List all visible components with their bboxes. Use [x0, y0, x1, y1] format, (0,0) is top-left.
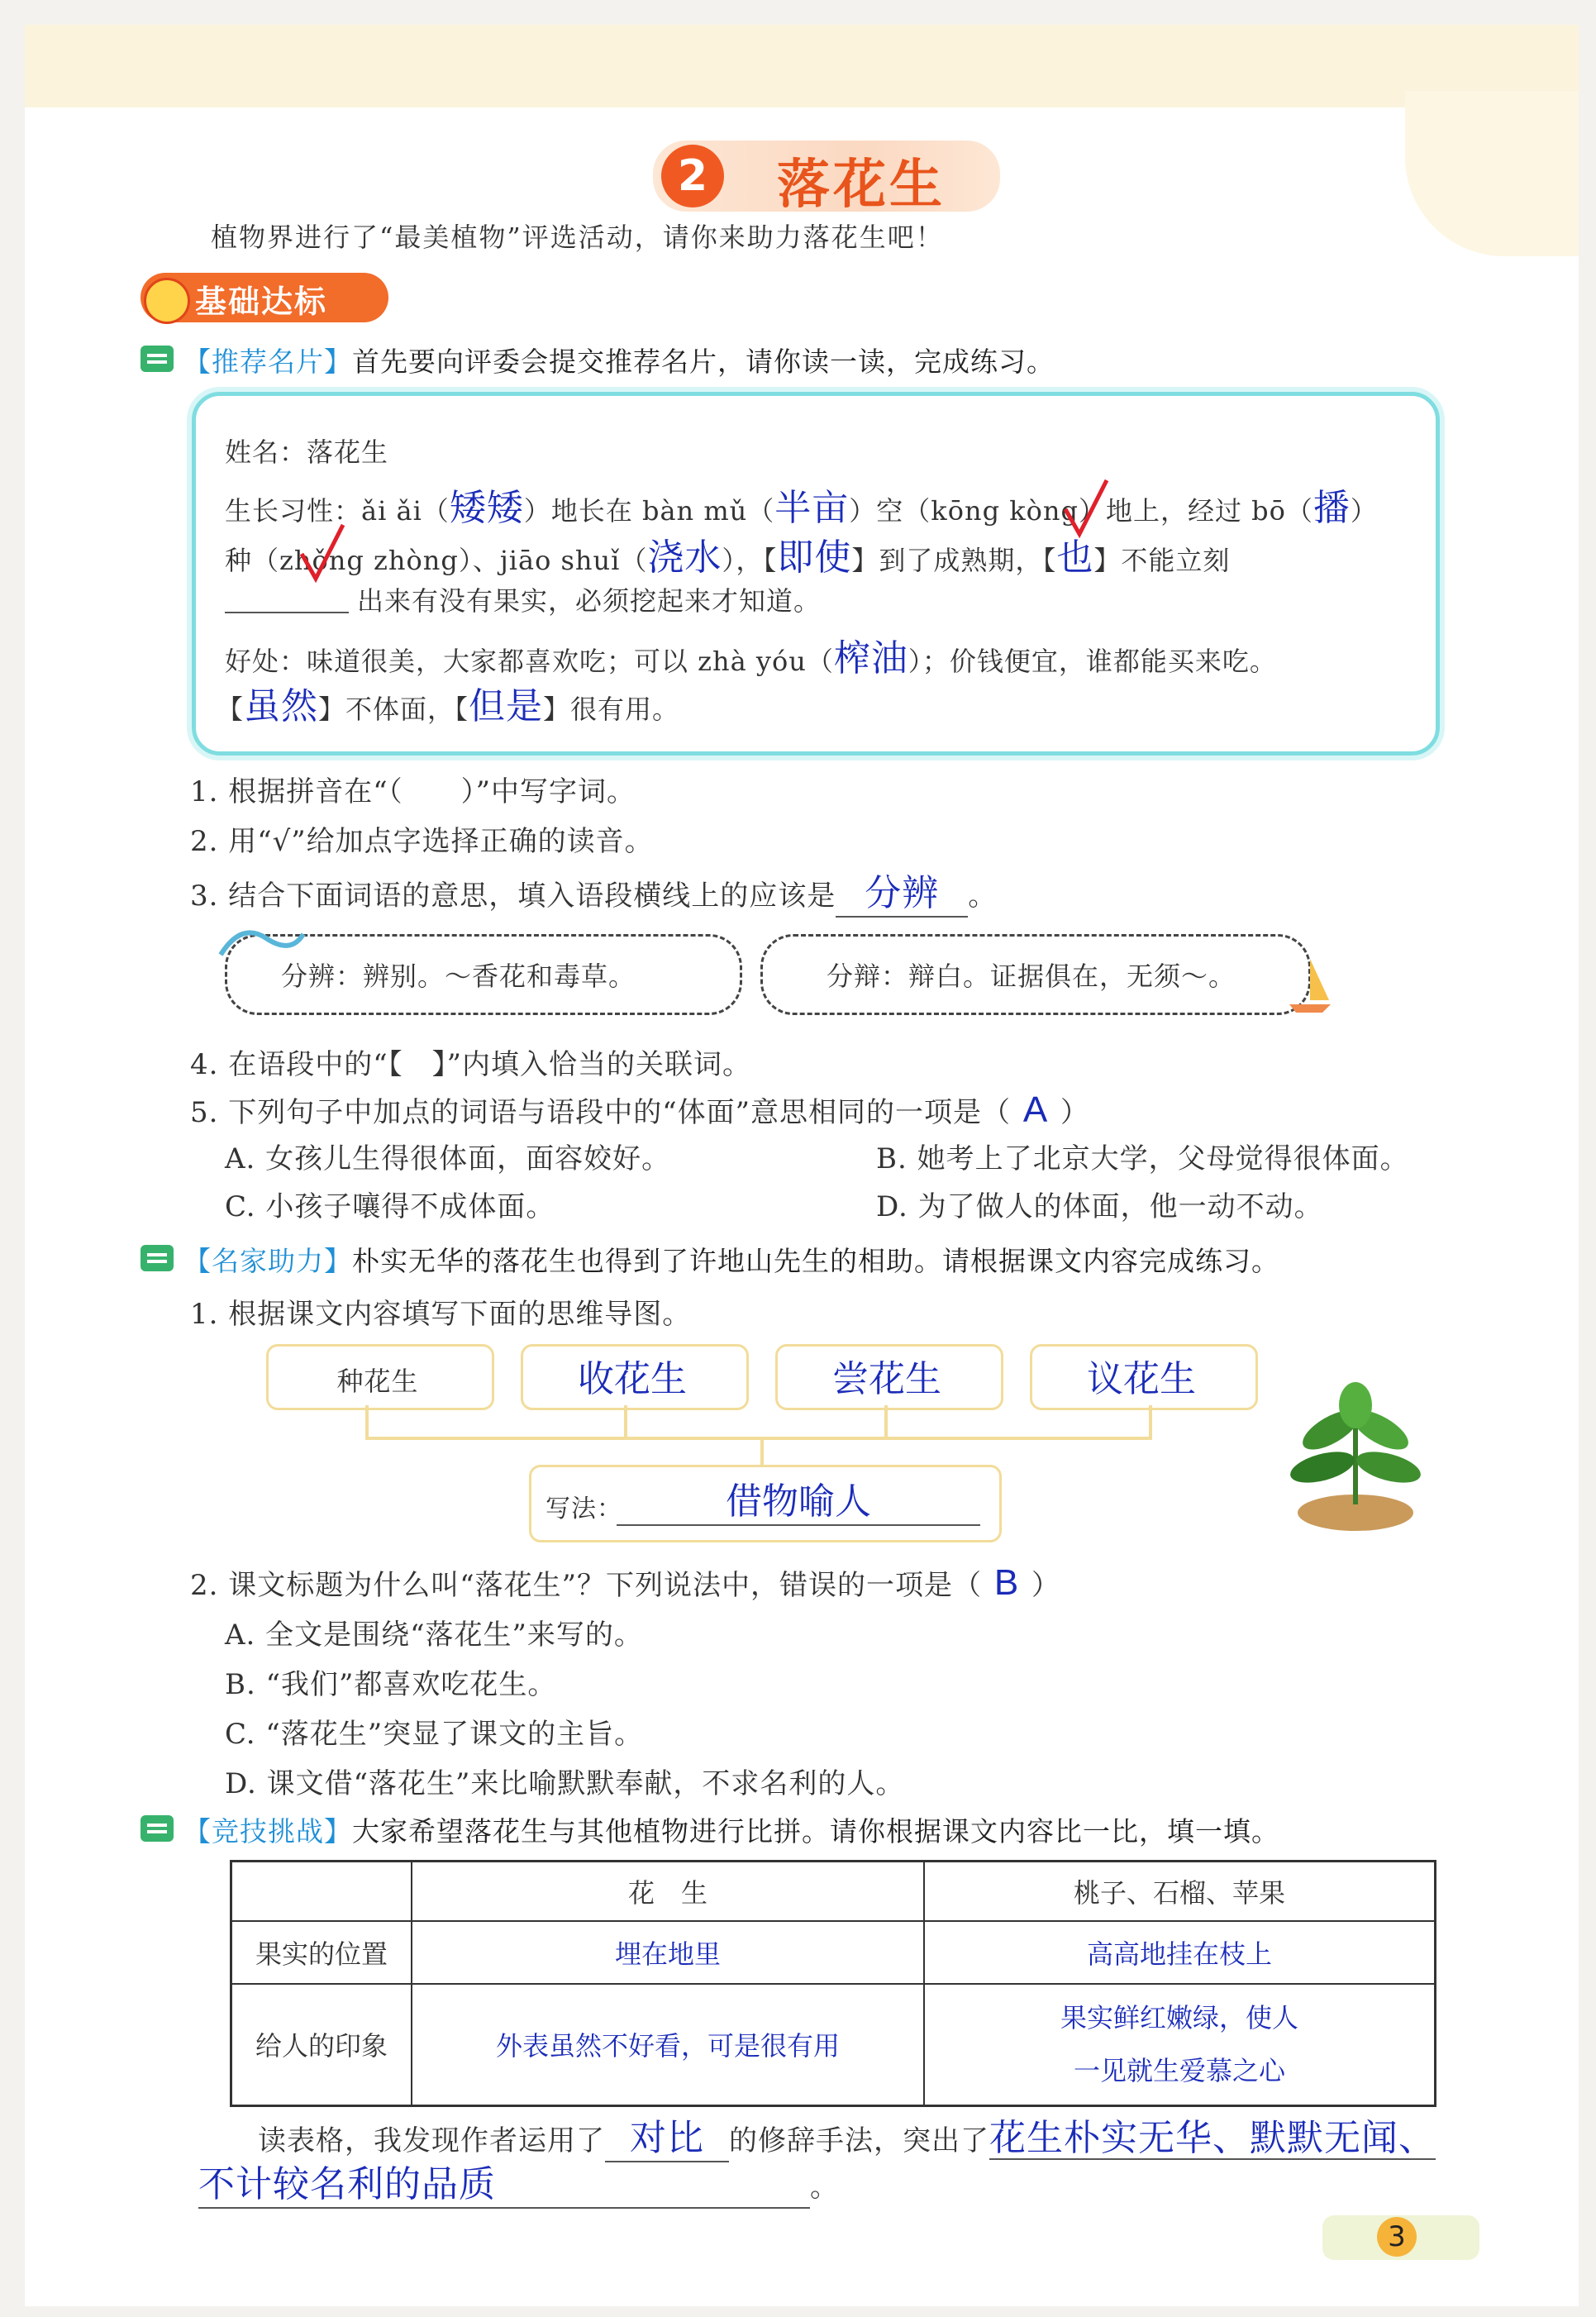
section-three-text: 大家希望落花生与其他植物进行比拼。请你根据课文内容比一比，填一填。: [352, 1815, 1279, 1847]
table-row-label-position: 果实的位置: [231, 1921, 412, 1984]
section-three-tag: 【竞技挑战】: [183, 1815, 352, 1847]
answer-zhayou: 榨油: [833, 638, 908, 679]
table-row: [231, 1921, 1436, 1984]
card-text: ）: [1350, 495, 1378, 527]
mindmap-connector: [1149, 1405, 1152, 1438]
reading-line-2: [198, 2154, 839, 2209]
table-row-label-impression: 给人的印象: [231, 1984, 412, 2106]
section-one-icon: [141, 346, 174, 372]
card-text: 【: [217, 694, 245, 725]
impression-line: 果实鲜红嫩绿，使人: [1060, 2003, 1298, 2033]
intro-text: 植物界进行了“最美植物”评选活动，请你来助力落花生吧！: [211, 222, 944, 253]
option-2b: B. “我们”都喜欢吃花生。: [225, 1668, 557, 1701]
mindmap-connector: [365, 1405, 369, 1438]
mindmap-node-3-label: 尝花生: [832, 1359, 941, 1399]
impression-line: 一见就生爱慕之心: [1073, 2056, 1285, 2086]
answer-aiai: 矮矮: [449, 488, 524, 528]
option-1d: D. 为了做人的体面，他一动不动。: [876, 1190, 1323, 1223]
card-line-habit: [225, 478, 1378, 531]
question-1-3: [190, 863, 997, 918]
card-blank-line: [225, 612, 349, 613]
question-text: 3. 结合下面词语的意思，填入语段横线上的应该是: [190, 880, 836, 913]
card-text: 】到了成熟期，【: [851, 545, 1057, 576]
section-three-icon: [141, 1815, 174, 1842]
option-1a: A. 女孩儿生得很体面，面容姣好。: [225, 1142, 671, 1175]
mindmap-node-1-label: 种花生: [336, 1366, 419, 1397]
mindmap-connector: [624, 1405, 627, 1438]
option-1b: B. 她考上了北京大学，父母觉得很体面。: [876, 1142, 1409, 1175]
mindmap-connector: [884, 1405, 888, 1438]
question-text: 的修辞手法，突出了: [729, 2124, 989, 2157]
table-cell-peanut-position: 埋在地里: [412, 1921, 924, 1984]
sailboat-icon: [1281, 951, 1339, 1017]
section-badge-label: 基础达标: [195, 284, 328, 320]
table-header-peanut: 花 生: [412, 1862, 924, 1921]
table-row: [231, 1984, 1436, 2106]
card-text: 生长习性：ǎi ǎi（: [225, 495, 450, 527]
question-text: 读表格，我发现作者运用了: [258, 2124, 605, 2157]
section-two-tag: 【名家助力】: [183, 1245, 352, 1277]
mindmap-node-2-label: 收花生: [578, 1359, 687, 1399]
question-text: ）: [1060, 1096, 1090, 1129]
card-text: 种（zhǒng zhòng）、jiāo shuǐ（: [225, 545, 648, 576]
option-2a: A. 全文是围绕“落花生”来写的。: [225, 1619, 643, 1652]
card-text: 好处：味道很美，大家都喜欢吃；可以 zhà yóu（: [225, 646, 834, 677]
answer-jiaoshui: 浇水: [647, 537, 722, 578]
question-1-1: 1. 根据拼音在“（ ）”中写字词。: [190, 775, 636, 808]
question-text: 5. 下列句子中加点的词语与语段中的“体面”意思相同的一项是（: [190, 1096, 1012, 1129]
answer-quality-part2: 不计较名利的品质: [198, 2154, 810, 2209]
table-cell-peanut-impression: 外表虽然不好看，可是很有用: [412, 1984, 924, 2106]
card-line-dig: 出来有没有果实，必须挖起来才知道。: [357, 585, 822, 617]
answer-danshi: 但是: [469, 686, 544, 727]
lesson-title: 落花生: [777, 155, 946, 216]
wave-icon: [217, 918, 307, 967]
mindmap-node-4-label: 议花生: [1087, 1359, 1196, 1399]
peanut-plant-image: [1273, 1372, 1438, 1538]
card-text: 】不体面，【: [318, 694, 469, 725]
table-cell-fruits-position: 高高地挂在枝上: [924, 1921, 1436, 1984]
answer-q5: A: [1022, 1089, 1049, 1130]
section-two-text: 朴实无华的落花生也得到了许地山先生的相助。请根据课文内容完成练习。: [352, 1245, 1279, 1277]
answer-banmu: 半亩: [774, 488, 850, 528]
option-2c: C. “落花生”突显了课文的主旨。: [225, 1718, 644, 1751]
page-number: 3: [1377, 2217, 1417, 2257]
card-text: ）空（kōng kòng）地上，经过 bō（: [849, 495, 1313, 527]
question-text: 。: [810, 2171, 839, 2204]
question-text: 2. 课文标题为什么叫“落花生”？下列说法中，错误的一项是（: [190, 1569, 983, 1602]
card-text: ）；价钱便宜，谁都能买来吃。: [908, 646, 1277, 677]
question-2-1: 1. 根据课文内容填写下面的思维导图。: [190, 1298, 692, 1331]
table-corner-cell: [231, 1862, 412, 1921]
mindmap-method-label: 写法：: [545, 1495, 622, 1523]
section-one-text: 首先要向评委会提交推荐名片，请你读一读，完成练习。: [352, 346, 1055, 378]
lesson-number: 2: [661, 145, 724, 207]
option-2d: D. 课文借“落花生”来比喻默默奉献，不求名利的人。: [225, 1767, 905, 1800]
checkmark-icon: [1061, 476, 1111, 542]
card-line-benefit: [225, 628, 1277, 681]
card-text: ）地长在 bàn mǔ（: [523, 495, 775, 527]
answer-ye: 也: [1056, 537, 1094, 578]
card-text: ），【: [722, 545, 778, 576]
section-one-tag: 【推荐名片】: [183, 346, 352, 378]
mindmap-method-answer: 借物喻人: [617, 1471, 980, 1526]
answer-duibi: 对比: [605, 2108, 729, 2162]
comparison-table: [230, 1860, 1436, 2107]
section-two-heading: [183, 1240, 1279, 1279]
answer-fenbian: 分辨: [836, 863, 968, 918]
answer-jishi: 即使: [777, 537, 852, 578]
question-text: ）: [1031, 1569, 1061, 1602]
section-three-heading: [183, 1810, 1279, 1849]
answer-suiran: 虽然: [244, 686, 319, 727]
question-text: 。: [968, 880, 998, 913]
question-1-5: [190, 1089, 1089, 1131]
section-one-heading: [183, 341, 1055, 379]
section-two-icon: [141, 1245, 174, 1271]
table-header-fruits: 桃子、石榴、苹果: [924, 1862, 1436, 1921]
medal-icon: [144, 278, 190, 324]
option-1c: C. 小孩子嚷得不成体面。: [225, 1190, 555, 1223]
definition-1: 分辨：辨别。～香花和毒草。: [281, 961, 636, 992]
checkmark-icon: [298, 521, 347, 587]
question-2-2: [190, 1562, 1060, 1604]
card-line-name: 姓名：落花生: [225, 436, 389, 468]
table-row: [231, 1862, 1436, 1921]
card-line-useful: [217, 676, 679, 729]
answer-bo: 播: [1313, 488, 1351, 528]
question-1-4: 4. 在语段中的“【 】”内填入恰当的关联词。: [190, 1048, 752, 1081]
mindmap-connector: [365, 1437, 1152, 1440]
top-decor-band: [25, 25, 1579, 107]
question-1-2: 2. 用“√”给加点字选择正确的读音。: [190, 825, 654, 858]
answer-quality-part1: 花生朴实无华、默默无闻、: [989, 2118, 1436, 2158]
table-cell-fruits-impression: [924, 1984, 1436, 2106]
answer-q2: B: [993, 1562, 1020, 1603]
definition-2: 分辩：辩白。证据俱在，无须～。: [827, 961, 1236, 992]
card-text: 】很有用。: [543, 694, 680, 725]
mindmap-connector: [760, 1437, 764, 1466]
card-text: 】不能立刻: [1093, 545, 1231, 576]
